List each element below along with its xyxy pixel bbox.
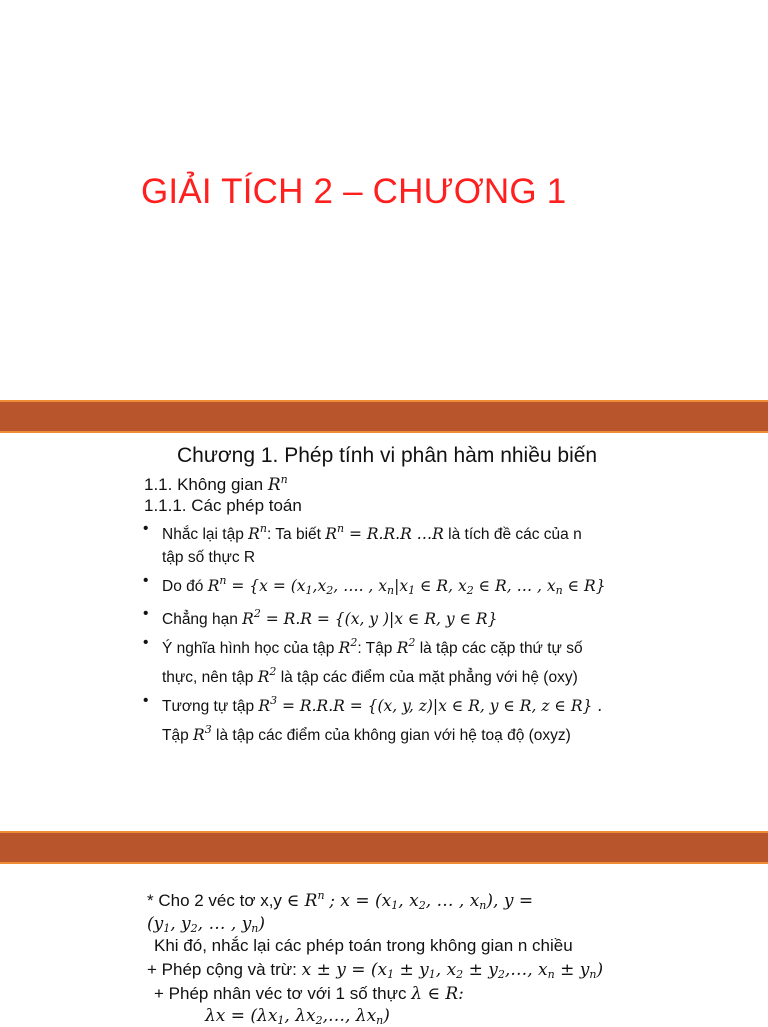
bullet-dot: • [143,634,149,651]
bullet-item: • Tương tự tập $R^3 = R.R.R = \{(x$, y, z)|x ∈ R, y ∈ R, z ∈ R} . Tập $R^3$ là tập các điểm của không gian với hệ toạ độ (oxyz) [143,689,703,747]
scalar-multiplication-line: + Phép nhân véc tơ với 1 số thực λ ∈ R: [154,984,464,1004]
slide-divider [0,400,768,433]
divider-band [0,402,768,431]
bullet-item: • Nhắc lại tập $R^n$: Ta biết $R^n = R.R.R$ …R là tích đề các của n tập số thực R [143,517,703,569]
bullet-item: • Do đó $R^n = \{x = (x_1,x_2$, …. , $x_n|x_1$ ∈ R, $x_2$ ∈ R, … , $x_n$ ∈ R} [143,569,703,602]
scalar-multiplication-formula: $\lambda x = (\lambda x_1$, $\lambda x_2,\dots$, $\lambda x_n$) [205,1006,390,1027]
section-label: 1.1. Không gian [144,475,264,494]
bullet-dot: • [143,572,149,589]
subsection-heading: 1.1.1. Các phép toán [144,496,302,515]
bullet-dot: • [143,605,149,622]
title-slide [0,0,768,400]
vector-definition-line-2: ($y_1$, $y_2$, … , $y_n$) [147,914,266,935]
bullet-dot: • [143,520,149,537]
chapter-title: Chương 1. Phép tính vi phân hàm nhiều biến [177,444,598,467]
bullet-item: • Chẳng hạn $R^2 = R.R = \{(x$, y )|x ∈ R, y ∈ R} [143,602,703,631]
bullet-list [143,517,703,747]
section-heading [144,473,288,495]
math-Rn: $R^n$ [267,473,288,495]
slide-divider [0,831,768,864]
slide-title: GIẢI TÍCH 2 – CHƯƠNG 1 [141,172,567,211]
bullet-item: • Ý nghĩa hình học của tập $R^2$: Tập $R^2$ là tập các cặp thứ tự số thực, nên tập $R^2$ là tập các điểm của mặt phẳng với hệ (oxy) [143,631,703,689]
operations-intro: Khi đó, nhắc lại các phép toán trong không gian n chiều [154,936,573,955]
vector-definition-line: * Cho 2 véc tơ x,y ∈ $R^n$ ; $x = (x_1$, $x_2$, … , $x_n$), y = [147,889,534,912]
bullet-dot: • [143,692,149,709]
divider-band [0,833,768,862]
addition-subtraction-line: + Phép cộng và trừ: $x \pm y = (x_1 \pm y_1$, $x_2$ ± $y_2,\dots$, $x_n \pm y_n$) [147,960,604,981]
